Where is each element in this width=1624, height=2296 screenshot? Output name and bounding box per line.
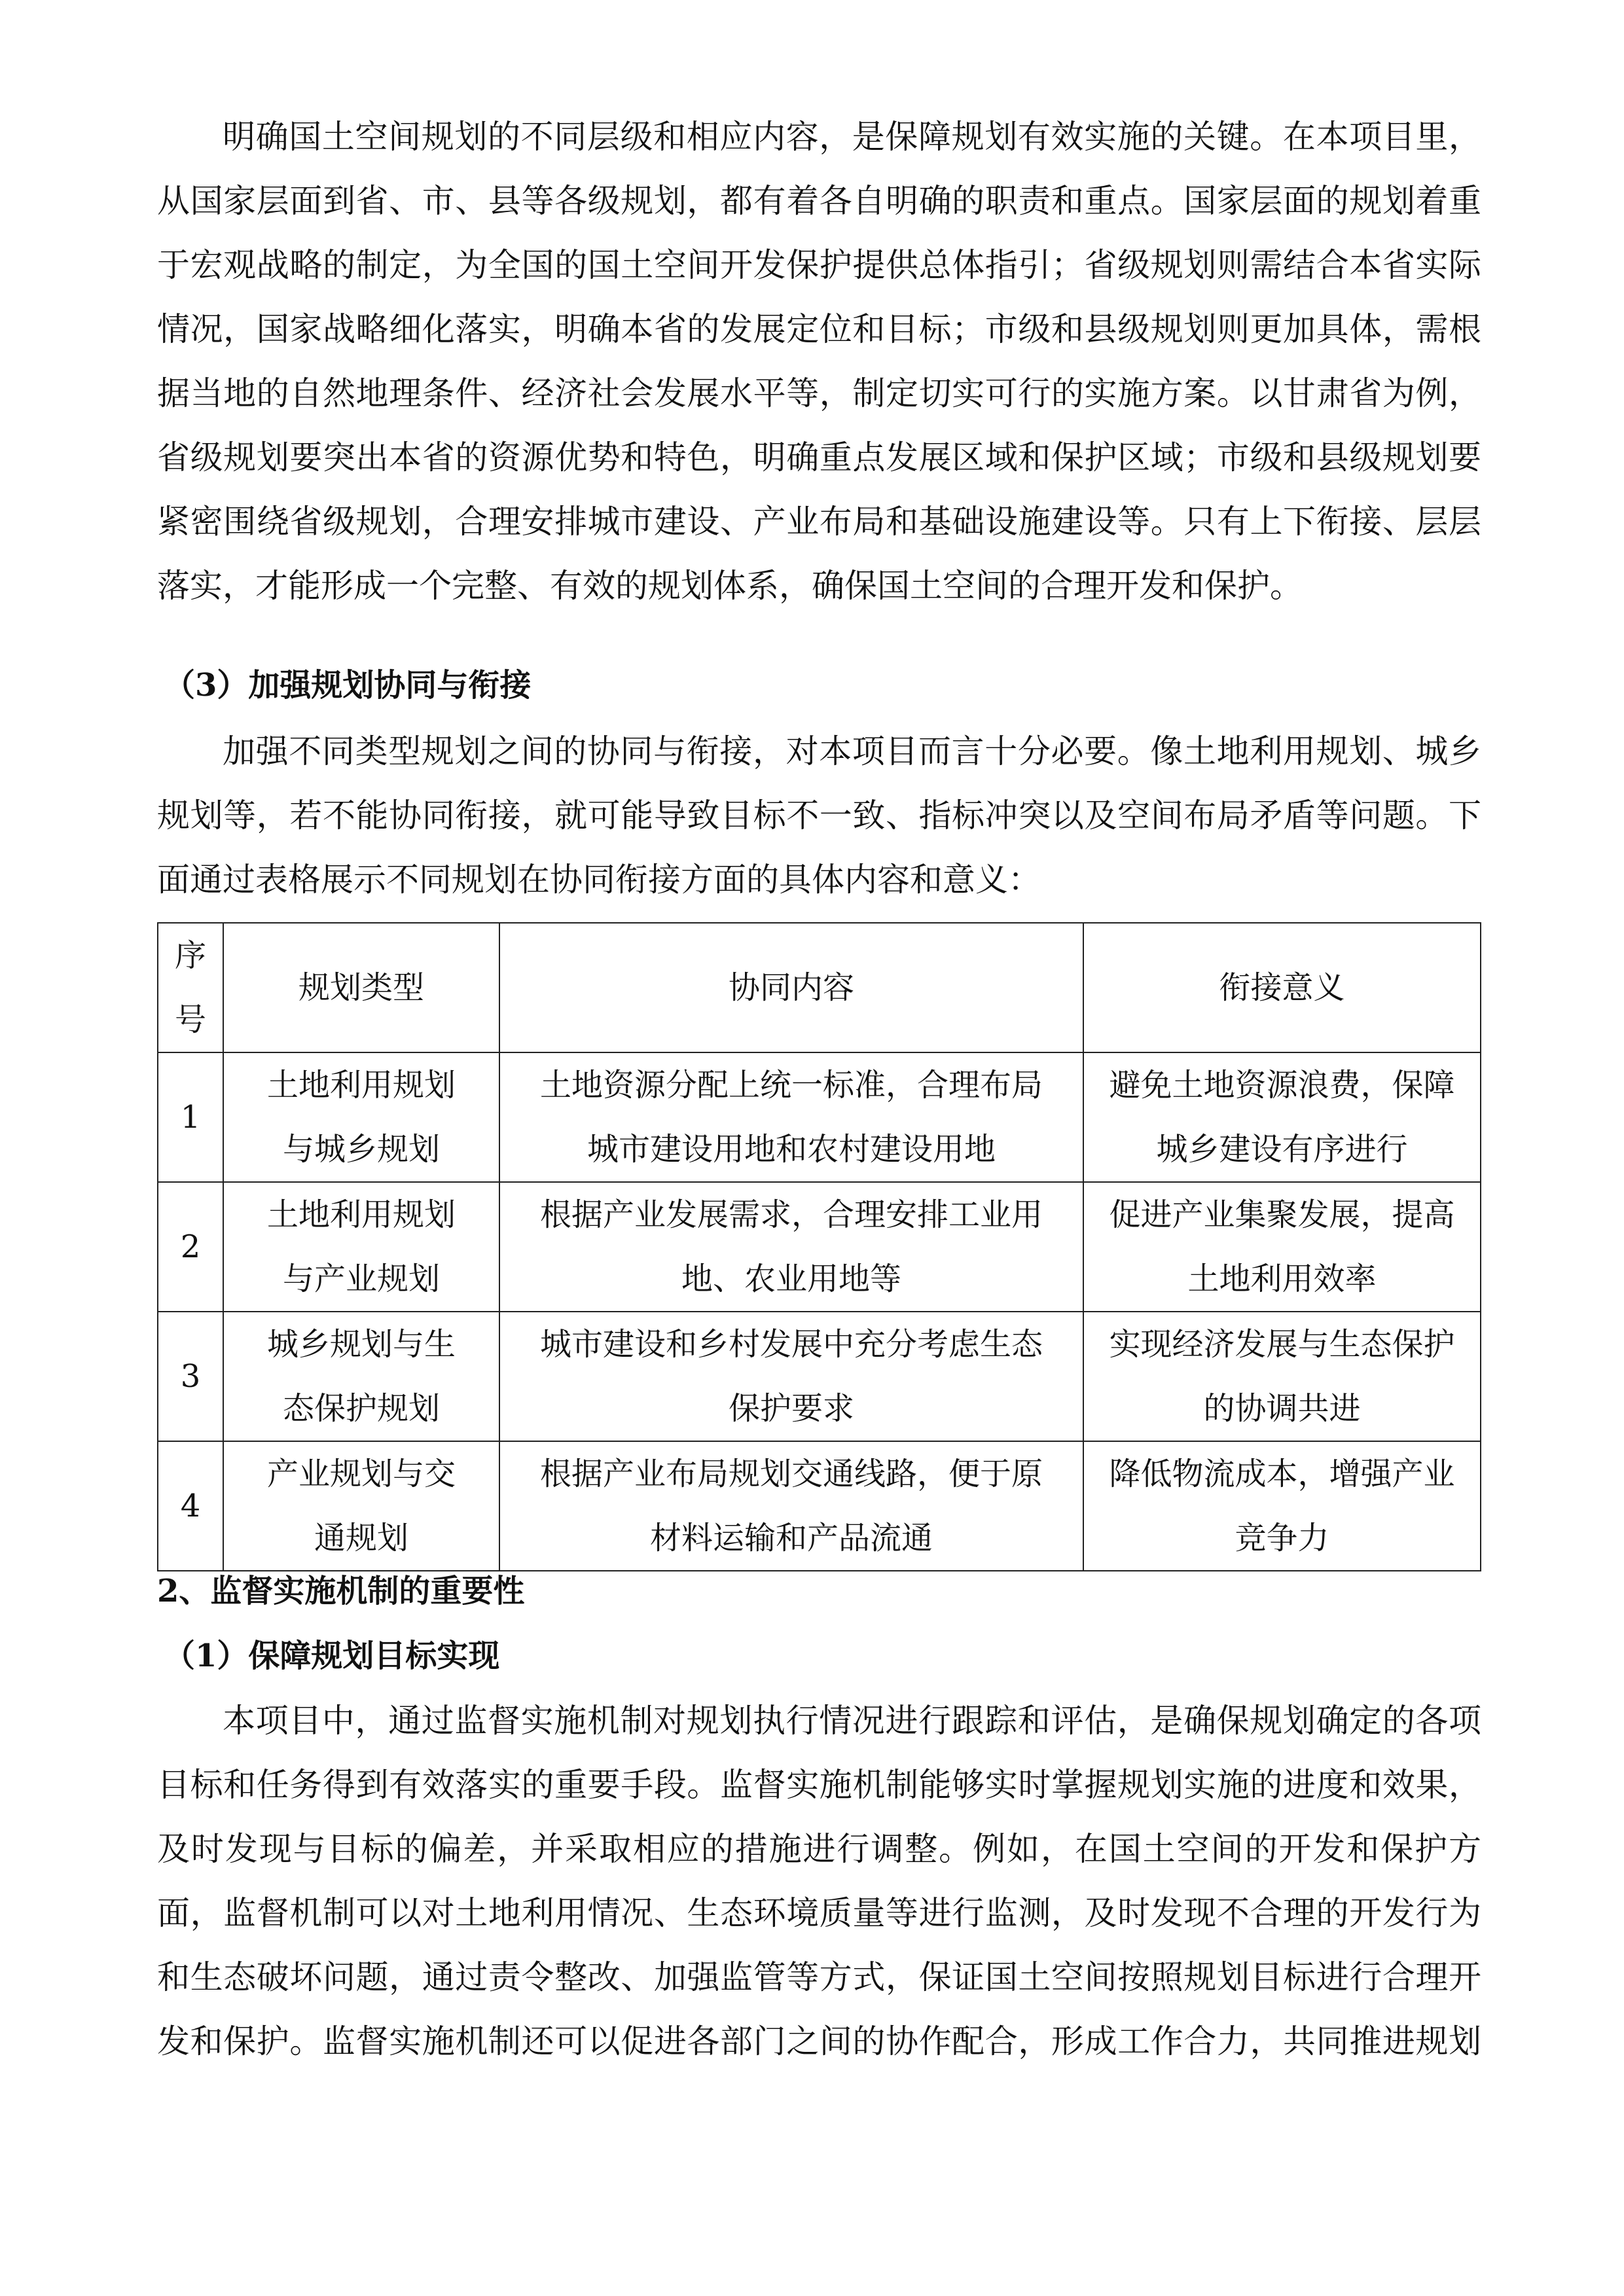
cell-text: 通规划 (314, 1520, 408, 1556)
cell-text: 城市建设和乡村发展中充分考虑生态 (539, 1326, 1043, 1363)
text-line: 紧密围绕省级规划，合理安排城市建设、产业布局和基础设施建设等。只有上下衔接、层层 (157, 503, 1481, 541)
cell-type (223, 1052, 499, 1182)
cell-content (499, 1312, 1083, 1441)
cell-text: 产业规划与交 (266, 1456, 456, 1492)
text-line: 面通过表格展示不同规划在协同衔接方面的具体内容和意义： (157, 861, 1041, 899)
text-line: 本项目中，通过监督实施机制对规划执行情况进行跟踪和评估，是确保规划确定的各项 (223, 1702, 1481, 1740)
cell-meaning (1083, 1441, 1481, 1571)
cell-text: 土地利用效率 (1187, 1261, 1377, 1297)
table-row (158, 1312, 1481, 1441)
text-line: 发和保护。监督实施机制还可以促进各部门之间的协作配合，形成工作合力，共同推进规划 (157, 2022, 1481, 2060)
header-no (158, 923, 223, 1052)
text-line: 及时发现与目标的偏差，并采取相应的措施进行调整。例如，在国土空间的开发和保护方 (157, 1830, 1481, 1868)
paragraph-coordination (157, 719, 1481, 912)
cell-text: 城市建设用地和农村建设用地 (586, 1131, 996, 1168)
cell-content (499, 1182, 1083, 1312)
cell-meaning (1083, 1312, 1481, 1441)
text-line: 和生态破坏问题，通过责令整改、加强监管等方式，保证国土空间按照规划目标进行合理开 (157, 1958, 1481, 1996)
cell-text: 根据产业布局规划交通线路，便于原 (539, 1456, 1043, 1492)
cell-text: 竞争力 (1235, 1520, 1329, 1556)
text-line: 目标和任务得到有效落实的重要手段。监督实施机制能够实时掌握规划实施的进度和效果， (157, 1766, 1481, 1804)
header-text: 序 (174, 937, 206, 974)
cell-text: 与产业规划 (282, 1261, 440, 1297)
cell-text: 城乡建设有序进行 (1156, 1131, 1408, 1168)
cell-type (223, 1312, 499, 1441)
cell-no: 3 (158, 1312, 223, 1441)
header-text: 号 (174, 1001, 206, 1038)
text-line: 于宏观战略的制定，为全国的国土空间开发保护提供总体指引；省级规划则需结合本省实际 (157, 246, 1481, 284)
paragraph-supervision (157, 1689, 1481, 2073)
header-meaning: 衔接意义 (1083, 923, 1481, 1052)
cell-content (499, 1441, 1083, 1571)
cell-type (223, 1182, 499, 1312)
header-content: 协同内容 (499, 923, 1083, 1052)
table-row (158, 1052, 1481, 1182)
cell-text: 的协调共进 (1203, 1390, 1361, 1427)
text-line: 从国家层面到省、市、县等各级规划，都有着各自明确的职责和重点。国家层面的规划着重 (157, 182, 1481, 220)
cell-text: 促进产业集聚发展，提高 (1109, 1196, 1455, 1233)
cell-meaning (1083, 1182, 1481, 1312)
section-heading-1: （1）保障规划目标实现 (164, 1638, 500, 1674)
text-line: 据当地的自然地理条件、经济社会发展水平等，制定切实可行的实施方案。以甘肃省为例， (157, 374, 1481, 412)
cell-text: 土地利用规划 (266, 1196, 456, 1233)
header-type: 规划类型 (223, 923, 499, 1052)
cell-no: 1 (158, 1052, 223, 1182)
text-line: 落实，才能形成一个完整、有效的规划体系，确保国土空间的合理开发和保护。 (157, 567, 1303, 605)
section-heading-3: （3）加强规划协同与衔接 (164, 667, 532, 704)
coordination-table (157, 922, 1481, 1571)
cell-text: 避免土地资源浪费，保障 (1109, 1067, 1455, 1103)
cell-no: 4 (158, 1441, 223, 1571)
cell-type (223, 1441, 499, 1571)
text-line: 明确国土空间规划的不同层级和相应内容，是保障规划有效实施的关键。在本项目里， (223, 118, 1481, 156)
text-line: 情况，国家战略细化落实，明确本省的发展定位和目标；市级和县级规划则更加具体，需根 (157, 310, 1481, 348)
text-line: 加强不同类型规划之间的协同与衔接，对本项目而言十分必要。像土地利用规划、城乡 (223, 732, 1481, 770)
cell-text: 态保护规划 (282, 1390, 440, 1427)
cell-text: 根据产业发展需求，合理安排工业用 (539, 1196, 1043, 1233)
cell-text: 城乡规划与生 (266, 1326, 456, 1363)
cell-text: 土地资源分配上统一标准，合理布局 (539, 1067, 1043, 1103)
table-row (158, 1182, 1481, 1312)
table-row (158, 1441, 1481, 1571)
cell-text: 地、农业用地等 (681, 1261, 901, 1297)
text-line: 面，监督机制可以对土地利用情况、生态环境质量等进行监测，及时发现不合理的开发行为 (157, 1894, 1481, 1932)
text-line: 省级规划要突出本省的资源优势和特色，明确重点发展区域和保护区域；市级和县级规划要 (157, 439, 1481, 476)
section-heading-2: 2、监督实施机制的重要性 (157, 1573, 525, 1609)
table-header-row (158, 923, 1481, 1052)
cell-meaning (1083, 1052, 1481, 1182)
text-line: 规划等，若不能协同衔接，就可能导致目标不一致、指标冲突以及空间布局矛盾等问题。下 (157, 797, 1481, 834)
cell-text: 实现经济发展与生态保护 (1109, 1326, 1455, 1363)
cell-text: 土地利用规划 (266, 1067, 456, 1103)
paragraph-planning-levels (157, 105, 1481, 618)
cell-text: 保护要求 (728, 1390, 854, 1427)
cell-text: 降低物流成本，增强产业 (1109, 1456, 1455, 1492)
cell-no: 2 (158, 1182, 223, 1312)
cell-text: 材料运输和产品流通 (649, 1520, 933, 1556)
cell-content (499, 1052, 1083, 1182)
cell-text: 与城乡规划 (282, 1131, 440, 1168)
